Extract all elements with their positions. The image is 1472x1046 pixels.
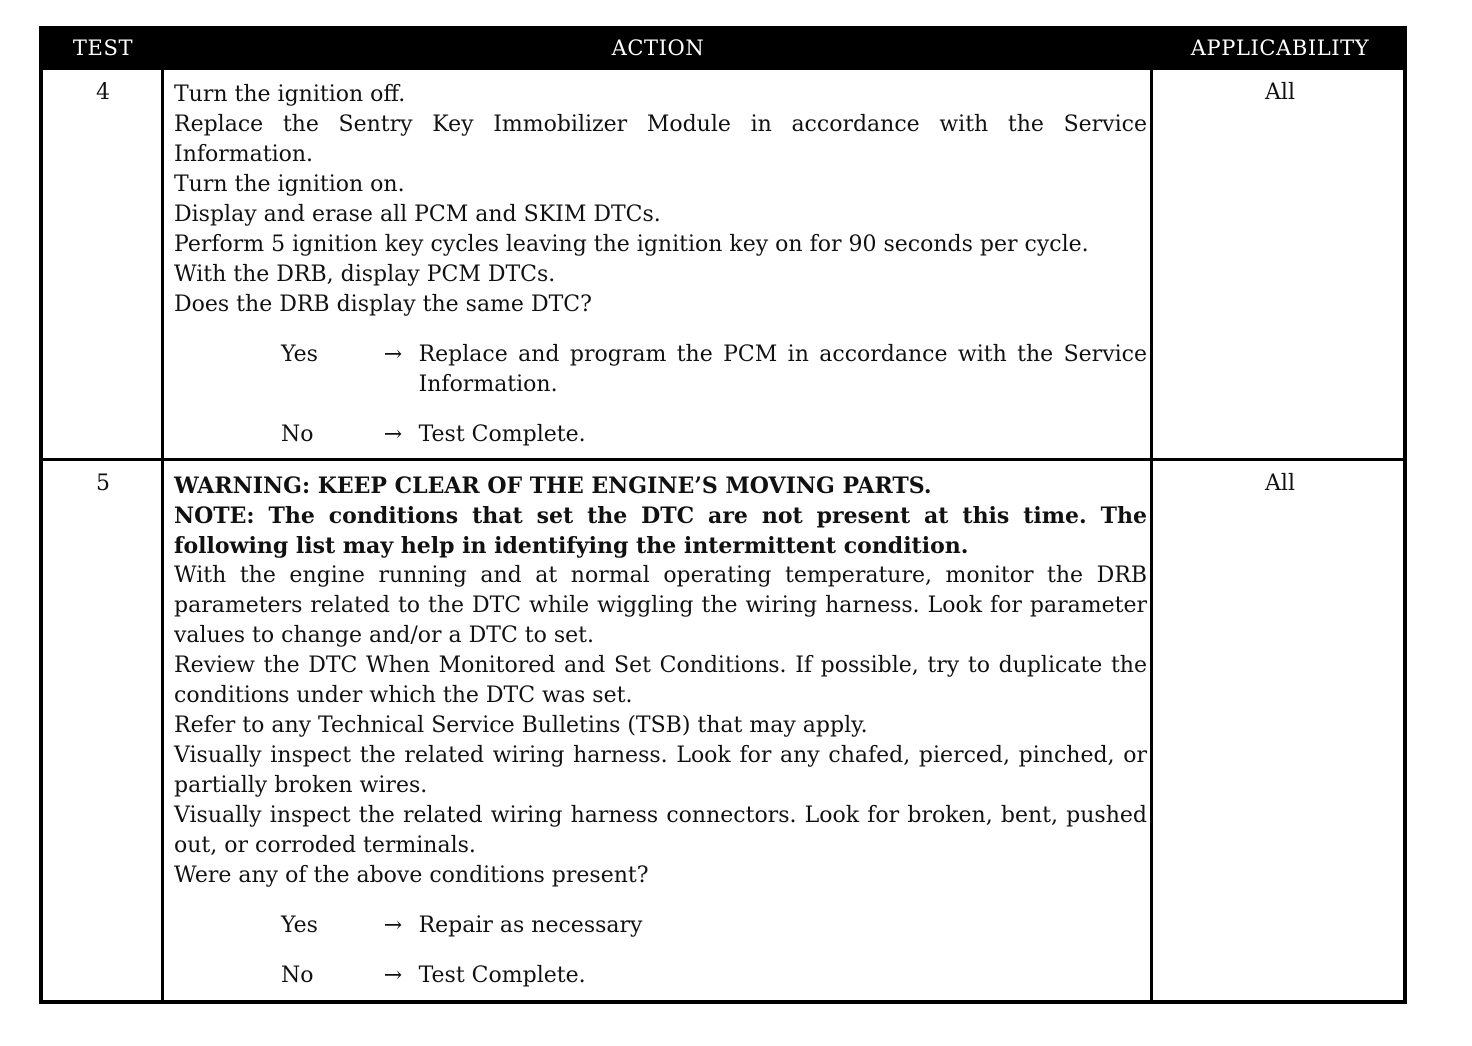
answer-label: Yes	[281, 342, 318, 367]
table-row	[43, 461, 1403, 1000]
answer-text: Replace and program the PCM in accordance with the Service Information.	[418, 342, 1148, 397]
note-text: NOTE: The conditions that set the DTC are not present at this time. The following list may help in identifying the intermittent condition.	[174, 503, 1147, 559]
header-test: TEST	[72, 36, 134, 60]
action-step: Perform 5 ignition key cycles leaving the ignition key on for 90 seconds per cycle.	[174, 232, 1089, 257]
test-number: 4	[96, 80, 110, 105]
table-header	[43, 30, 1403, 70]
action-cell	[174, 471, 1147, 991]
header-action: ACTION	[611, 36, 705, 60]
answer-label: No	[281, 963, 314, 988]
answer-text: Test Complete.	[418, 963, 586, 988]
answer-no	[174, 961, 1147, 991]
answer-no	[174, 420, 1147, 450]
applicability-value: All	[1265, 471, 1295, 496]
applicability-value: All	[1265, 80, 1295, 105]
diagnostic-table	[39, 26, 1407, 1004]
test-number: 5	[96, 471, 110, 496]
action-step: Refer to any Technical Service Bulletins (TSB) that may apply.	[174, 713, 868, 738]
arrow-icon: →	[383, 422, 403, 447]
arrow-icon: →	[383, 342, 403, 367]
action-step: Visually inspect the related wiring harness connectors. Look for broken, bent, pushed out, or corroded terminals.	[174, 803, 1147, 858]
action-step: Visually inspect the related wiring harness. Look for any chafed, pierced, pinched, or partially broken wires.	[174, 743, 1147, 798]
warning-text: WARNING: KEEP CLEAR OF THE ENGINE’S MOVING PARTS.	[174, 473, 932, 499]
action-step: With the DRB, display PCM DTCs.	[174, 262, 556, 287]
answer-text: Test Complete.	[418, 422, 586, 447]
arrow-icon: →	[383, 913, 403, 938]
action-step: Does the DRB display the same DTC?	[174, 292, 592, 317]
answer-label: No	[281, 422, 314, 447]
action-step: Turn the ignition on.	[174, 172, 405, 197]
action-step: Replace the Sentry Key Immobilizer Module in accordance with the Service Information.	[174, 112, 1147, 167]
header-applicability: APPLICABILITY	[1190, 36, 1370, 60]
arrow-icon: →	[383, 963, 403, 988]
action-step: Review the DTC When Monitored and Set Conditions. If possible, try to duplicate the conditions under which the DTC was set.	[174, 653, 1147, 708]
action-step: Turn the ignition off.	[174, 82, 406, 107]
action-cell	[174, 80, 1147, 450]
action-step: With the engine running and at normal operating temperature, monitor the DRB parameters related to the DTC while wiggling the wiring harness. Look for parameter values to change and/or a DTC to set.	[174, 563, 1147, 648]
action-step: Were any of the above conditions present?	[174, 863, 649, 888]
answer-text: Repair as necessary	[418, 913, 643, 938]
action-step: Display and erase all PCM and SKIM DTCs.	[174, 202, 661, 227]
answer-yes	[174, 340, 1147, 400]
answer-label: Yes	[281, 913, 318, 938]
answer-yes	[174, 911, 1147, 941]
table-row	[43, 70, 1403, 458]
